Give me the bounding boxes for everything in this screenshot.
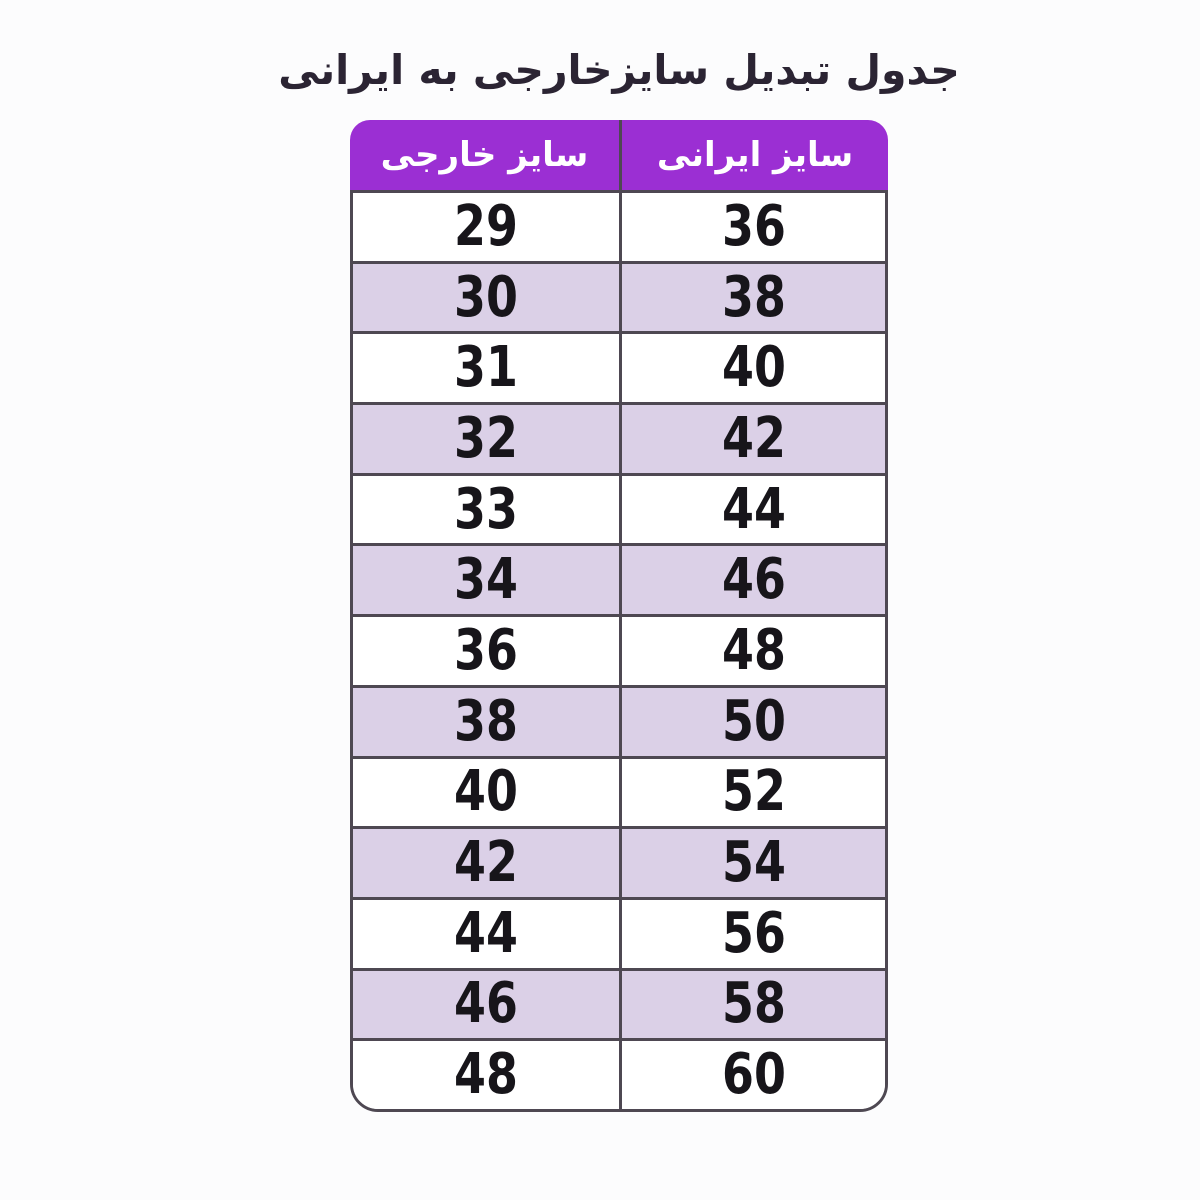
table-row (353, 334, 885, 405)
iranian-size-value: 46 (721, 547, 786, 613)
table-header-row (350, 120, 888, 190)
table-row (353, 688, 885, 759)
iranian-size-value: 44 (721, 476, 786, 542)
table-cell-foreign (353, 759, 619, 827)
foreign-size-value: 46 (454, 971, 518, 1037)
table-cell-iranian (619, 334, 885, 402)
table-cell-iranian (619, 688, 885, 756)
table-cell-foreign (353, 900, 619, 968)
iranian-size-value: 52 (721, 759, 786, 825)
table-cell-foreign (353, 1041, 619, 1109)
iranian-size-value: 56 (721, 900, 786, 966)
table-cell-iranian (619, 1041, 885, 1109)
header-cell-iranian-size: سایز ایرانی (619, 120, 888, 190)
foreign-size-value: 29 (454, 193, 518, 259)
table-cell-foreign (353, 688, 619, 756)
iranian-size-value: 60 (721, 1042, 786, 1108)
page-title: جدول تبدیل سایزخارجی به ایرانی (278, 46, 960, 94)
table-cell-foreign (353, 971, 619, 1039)
table-row (353, 546, 885, 617)
table-body (350, 190, 888, 1112)
iranian-size-value: 36 (721, 193, 786, 259)
foreign-size-value: 30 (454, 264, 518, 330)
header-cell-foreign-size: سایز خارجی (350, 120, 619, 190)
conversion-table-panel (278, 38, 960, 1112)
table-cell-foreign (353, 617, 619, 685)
table-cell-foreign (353, 476, 619, 544)
table-row (353, 829, 885, 900)
foreign-size-value: 44 (454, 900, 518, 966)
table-row (353, 476, 885, 547)
foreign-size-value: 31 (454, 335, 518, 401)
foreign-size-value: 38 (454, 688, 518, 754)
foreign-size-value: 34 (454, 547, 518, 613)
table-row (353, 405, 885, 476)
table-cell-foreign (353, 405, 619, 473)
table-cell-iranian (619, 546, 885, 614)
iranian-size-value: 54 (721, 830, 786, 896)
foreign-size-value: 48 (454, 1042, 518, 1108)
table-cell-iranian (619, 264, 885, 332)
table-cell-iranian (619, 405, 885, 473)
table-row (353, 900, 885, 971)
iranian-size-value: 40 (721, 335, 786, 401)
table-cell-iranian (619, 476, 885, 544)
table-cell-foreign (353, 829, 619, 897)
table-cell-foreign (353, 193, 619, 261)
iranian-size-value: 48 (721, 617, 786, 683)
foreign-size-value: 32 (454, 405, 518, 471)
table-row (353, 1041, 885, 1109)
table-cell-foreign (353, 334, 619, 402)
table-cell-iranian (619, 617, 885, 685)
table-row (353, 617, 885, 688)
table-cell-iranian (619, 971, 885, 1039)
size-conversion-table (350, 120, 888, 1112)
table-row (353, 264, 885, 335)
table-cell-iranian (619, 900, 885, 968)
table-row (353, 971, 885, 1042)
table-row (353, 759, 885, 830)
foreign-size-value: 33 (454, 476, 518, 542)
table-row (353, 193, 885, 264)
iranian-size-value: 38 (721, 264, 786, 330)
table-cell-foreign (353, 264, 619, 332)
table-cell-iranian (619, 759, 885, 827)
table-cell-iranian (619, 193, 885, 261)
foreign-size-value: 42 (454, 830, 518, 896)
table-cell-iranian (619, 829, 885, 897)
table-cell-foreign (353, 546, 619, 614)
iranian-size-value: 42 (721, 405, 786, 471)
foreign-size-value: 36 (454, 617, 518, 683)
iranian-size-value: 50 (721, 688, 786, 754)
iranian-size-value: 58 (721, 971, 786, 1037)
foreign-size-value: 40 (454, 759, 518, 825)
